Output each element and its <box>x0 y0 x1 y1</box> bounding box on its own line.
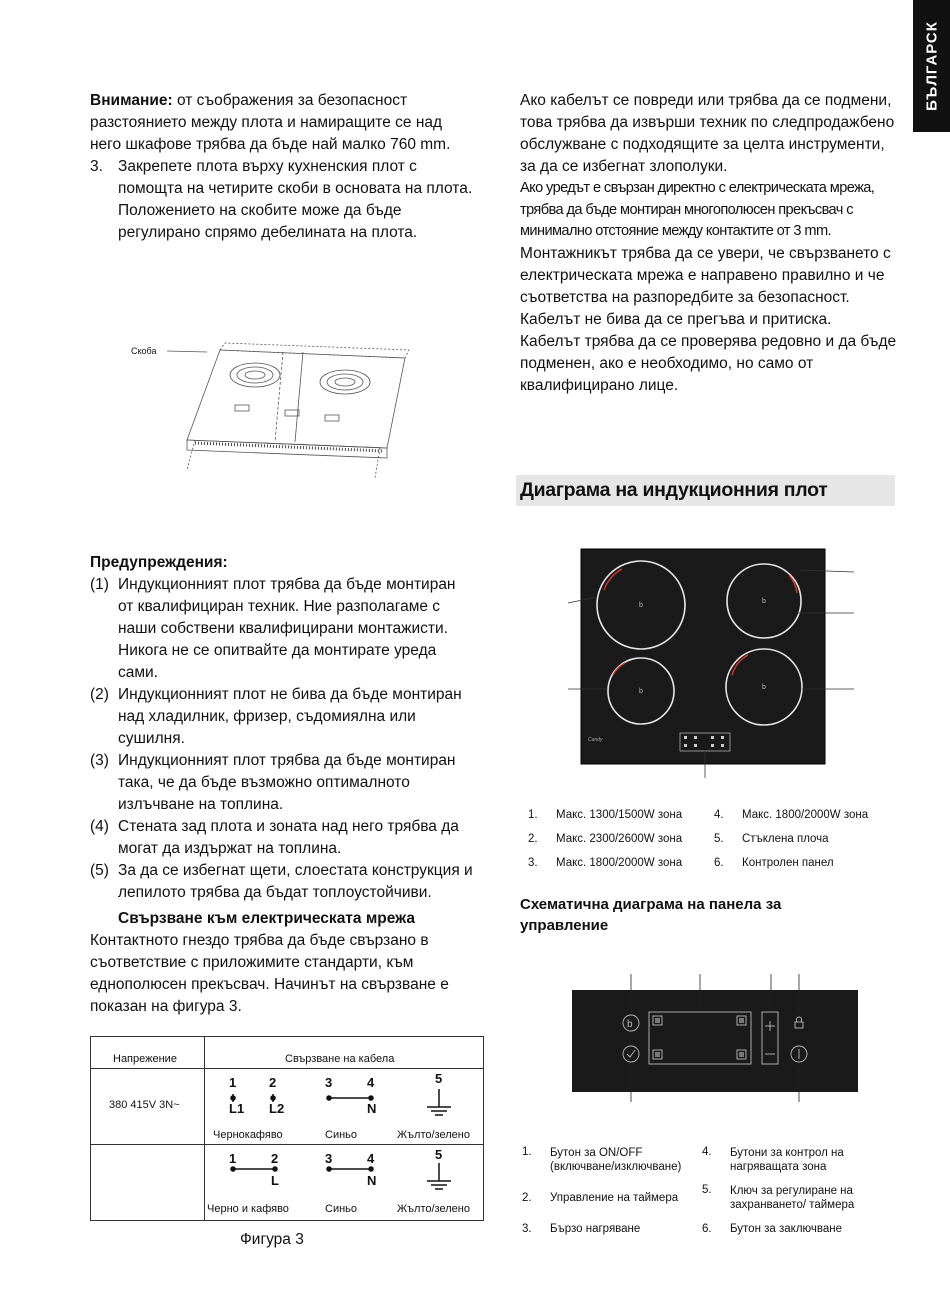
terminal-n-label: N <box>367 1173 377 1188</box>
wire-color-3: Жълто/зелено <box>397 1129 470 1141</box>
terminal-1: 1 <box>229 1075 237 1090</box>
warning-block <box>90 90 475 244</box>
wire-color-1: Черно и кафяво <box>207 1203 289 1215</box>
hob-legend-number: 6. <box>714 857 724 869</box>
hob-legend-text: Макс. 1300/1500W зона <box>556 809 683 821</box>
warning-item-text: За да се избегнат щети, слоестата конструкция и лепилото трябва да бъдат топлоустойчиви. <box>118 862 473 901</box>
terminal-2: 2 <box>269 1075 277 1090</box>
wiring-diagram-1 <box>205 1069 485 1129</box>
panel-legend-text: Управление на таймера <box>550 1192 679 1204</box>
connection-text: Контактното гнездо трябва да бъде свързано в съответствие с приложимите стандарти, към еднополюсен прекъсвач. Начинът на свързване е показан на фигура 3. <box>90 932 449 1015</box>
safety-paragraph-4: Кабелът не бива да се прегъва и притиска. <box>520 310 832 328</box>
svg-text:b: b <box>639 688 643 695</box>
language-tab <box>913 0 950 132</box>
panel-legend-number: 3. <box>522 1223 532 1235</box>
warning-text: от съображения за безопасност разстоянието между плота и намиращите се над него шкафове трябва да бъде най малко 760 mm. <box>90 92 451 153</box>
terminal-l-label: L <box>271 1173 279 1188</box>
terminal-1: 1 <box>229 1151 237 1166</box>
warning-item <box>90 684 475 750</box>
figure-caption: Фигура 3 <box>240 1231 304 1248</box>
terminal-n-label: N <box>367 1101 377 1116</box>
panel-legend-number: 4. <box>702 1146 712 1158</box>
hob-diagram-title: Диаграма на индукционния плот <box>516 475 895 506</box>
hob-legend-number: 1. <box>528 809 538 821</box>
svg-text:b: b <box>762 598 766 605</box>
control-panel-drawing <box>572 970 858 1105</box>
hob-legend-number: 4. <box>714 809 724 821</box>
table-header-connection-label: Свързване на кабела <box>285 1053 395 1065</box>
terminal-5: 5 <box>435 1147 443 1162</box>
terminal-2: 2 <box>271 1151 279 1166</box>
panel-legend-text: Бутон за заключване <box>730 1223 843 1235</box>
bracket-label: Скоба <box>131 346 157 356</box>
hob-legend-text: Контролен панел <box>742 857 834 869</box>
panel-legend-text: Ключ за регулиране на захранването/ таймера <box>730 1185 855 1211</box>
svg-text:b: b <box>639 602 643 609</box>
warning-item <box>90 860 475 904</box>
hob-legend-text: Стъклена плоча <box>742 833 829 845</box>
hob-diagram <box>560 545 860 780</box>
terminal-4: 4 <box>367 1151 375 1166</box>
terminal-3: 3 <box>325 1075 333 1090</box>
warning-item-text: Индукционният плот трябва да бъде монтиран от квалифициран техник. Ние разполагаме с наши собствени квалифицирани монтажисти. Никога не се опитвайте да монтирате уреда сами. <box>118 576 456 681</box>
hob-install-drawing <box>125 330 425 480</box>
panel-legend-text: Бързо нагряване <box>550 1223 641 1235</box>
warning-paragraph <box>90 90 475 156</box>
warnings-block <box>90 552 475 1018</box>
hob-legend-number: 3. <box>528 857 538 869</box>
wire-color-2: Синьо <box>325 1203 358 1215</box>
warning-item-text: Индукционният плот трябва да бъде монтиран така, че да бъде възможно оптималното излъчване на топлина. <box>118 752 456 813</box>
hob-legend-text: Макс. 1800/2000W зона <box>742 809 869 821</box>
step-3-text: Закрепете плота върху кухненския плот с помощта на четирите скоби в основата на плота. Положението на скобите може да бъде регулирано спрямо дебелината на плота. <box>118 158 473 241</box>
terminal-l2-label: L2 <box>269 1101 285 1116</box>
terminal-4: 4 <box>367 1075 375 1090</box>
panel-legend-number: 6. <box>702 1223 712 1235</box>
safety-paragraph-5: Кабелът трябва да се проверява редовно и да бъде подменен, ако е необходимо, но само от квалифицирано лице. <box>520 332 897 394</box>
table-header-voltage-label: Напрежение <box>113 1053 177 1065</box>
svg-text:b: b <box>762 684 766 691</box>
connection-title: Свързване към електрическата мрежа <box>118 910 415 927</box>
table-cell-wiring-1 <box>205 1069 484 1145</box>
terminal-3: 3 <box>325 1151 333 1166</box>
hob-legend-text: Макс. 2300/2600W зона <box>556 833 683 845</box>
warning-item <box>90 816 475 860</box>
panel-legend-text: Бутон за ON/OFF (включване/изключване) <box>550 1147 682 1173</box>
panel-legend-number: 1. <box>522 1146 532 1158</box>
wire-color-2: Синьо <box>325 1129 358 1141</box>
warning-item-number: (3) <box>90 752 109 769</box>
step-3 <box>90 156 475 244</box>
warning-item-number: (5) <box>90 862 109 879</box>
panel-legend-number: 5. <box>702 1184 712 1196</box>
safety-paragraph-1: Ако кабелът се повреди или трябва да се подмени, това трябва да извърши техник по следпродажбено обслужване с подходящите за целта инструменти, за да се избегнат злополуки. <box>520 92 895 175</box>
warning-item-number: (1) <box>90 576 109 593</box>
language-tab-label: БЪЛГАРСК <box>923 21 940 111</box>
step-3-number: 3. <box>90 158 103 175</box>
bracket-illustration <box>125 330 425 480</box>
wire-color-3: Жълто/зелено <box>397 1203 470 1215</box>
warning-item-text: Стената зад плота и зоната над него трябва да могат да издържат на топлина. <box>118 818 459 857</box>
safety-paragraph-2: Ако уредът е свързан директно с електрическата мрежа, трябва да бъде монтиран многополюсен прекъсвач с минимално отстояние между контактите от 3 mm. <box>520 180 875 240</box>
warning-item-number: (2) <box>90 686 109 703</box>
safety-block <box>520 90 898 397</box>
warning-item <box>90 574 475 684</box>
terminal-5: 5 <box>435 1071 443 1086</box>
table-cell-voltage-empty <box>91 1145 205 1221</box>
table-header-connection <box>205 1037 484 1069</box>
hob-brand-logo: Candy <box>588 737 603 743</box>
safety-paragraph-3: Монтажникът трябва да се увери, че свързването с електрическата мрежа е направено правилно и че съответства на разпоредбите за безопасност. <box>520 244 891 306</box>
terminal-l1-label: L1 <box>229 1101 245 1116</box>
control-panel-diagram <box>572 970 858 1105</box>
warnings-title: Предупреждения: <box>90 554 228 571</box>
svg-text:b: b <box>627 1019 633 1030</box>
table-header-voltage <box>91 1037 205 1069</box>
panel-legend-number: 2. <box>522 1192 532 1204</box>
warning-label: Внимание: <box>90 92 173 109</box>
warning-item-text: Индукционният плот не бива да бъде монтиран над хладилник, фризер, съдомиялна или сушилня. <box>118 686 462 747</box>
table-cell-wiring-2 <box>205 1145 484 1221</box>
connection-table <box>90 1036 484 1221</box>
table-cell-voltage <box>91 1069 205 1145</box>
hob-legend-number: 5. <box>714 833 724 845</box>
wire-color-1: Чернокафяво <box>213 1129 283 1141</box>
wiring-diagram-2 <box>205 1145 485 1205</box>
hob-top-view <box>560 545 860 780</box>
warning-item-number: (4) <box>90 818 109 835</box>
hob-legend-number: 2. <box>528 833 538 845</box>
voltage-value: 380 415V 3N~ <box>109 1099 180 1111</box>
panel-legend-text: Бутони за контрол на нагряващата зона <box>730 1147 844 1173</box>
hob-legend-text: Макс. 1800/2000W зона <box>556 857 683 869</box>
warning-item <box>90 750 475 816</box>
control-panel-title: Схематична диаграма на панела за управление <box>520 896 782 934</box>
